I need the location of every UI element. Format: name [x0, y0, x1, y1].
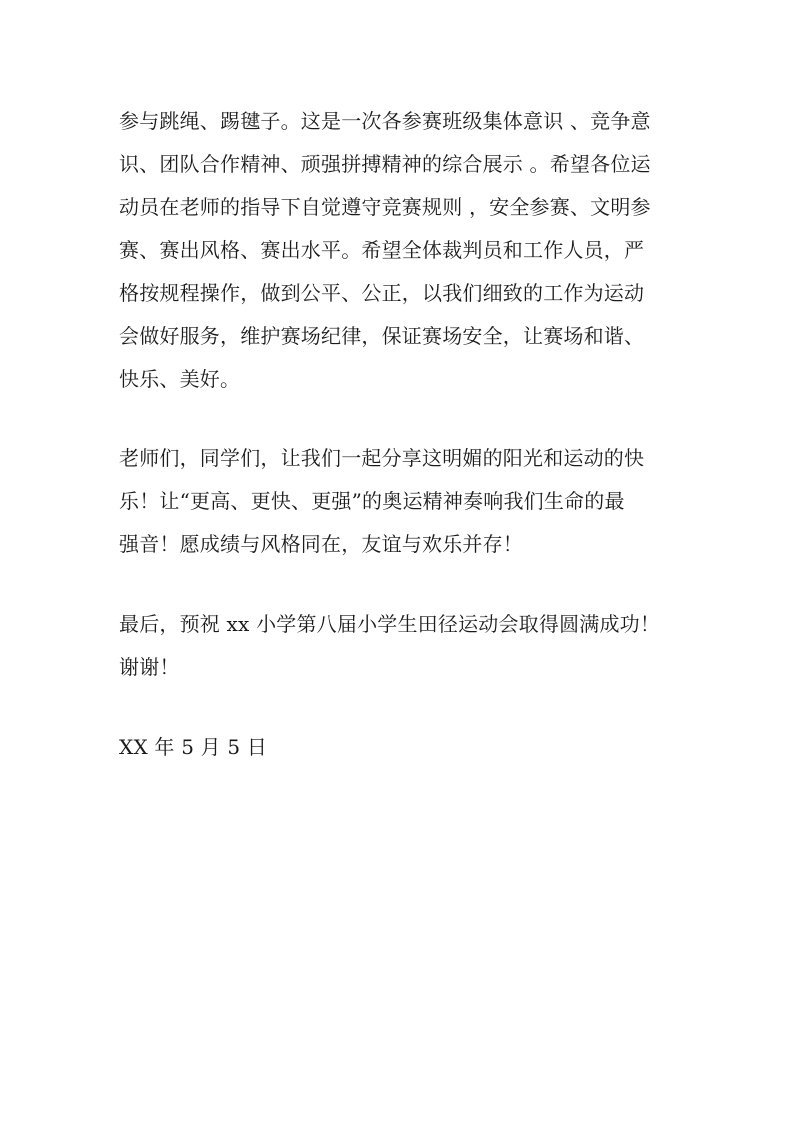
paragraph-2-line-3: 强音！愿成绩与风格同在，友谊与欢乐并存！: [119, 532, 523, 556]
paragraph-1-line-4: 赛、赛出风格、赛出水平。希望全体裁判员和工作人员，严: [119, 238, 645, 262]
paragraph-1-line-1: 参与跳绳、踢毽子。这是一次各参赛班级集体意识 、竞争意: [119, 109, 651, 133]
paragraph-1-line-2: 识、团队合作精神、顽强拼搏精神的综合展示 。希望各位运: [119, 152, 651, 176]
paragraph-2-line-1: 老师们，同学们，让我们一起分享这明媚的阳光和运动的快: [119, 446, 645, 470]
paragraph-1-line-3: 动员在老师的指导下自觉遵守竞赛规则 ，安全参赛、文明参: [119, 195, 651, 219]
paragraph-1-line-6: 会做好服务，维护赛场纪律，保证赛场安全，让赛场和谐、: [119, 324, 645, 348]
paragraph-2-line-2: 乐！让“更高、更快、更强”的奥运精神奏响我们生命的最: [119, 489, 625, 513]
paragraph-1-line-7: 快乐、美好。: [119, 367, 241, 391]
paragraph-3-line-2: 谢谢！: [119, 655, 180, 679]
date-line: XX 年 5 月 5 日: [119, 735, 268, 759]
paragraph-1-line-5: 格按规程操作，做到公平、公正，以我们细致的工作为运动: [119, 281, 645, 305]
paragraph-3-line-1: 最后，预祝 xx 小学第八届小学生田径运动会取得圆满成功！: [119, 612, 661, 636]
